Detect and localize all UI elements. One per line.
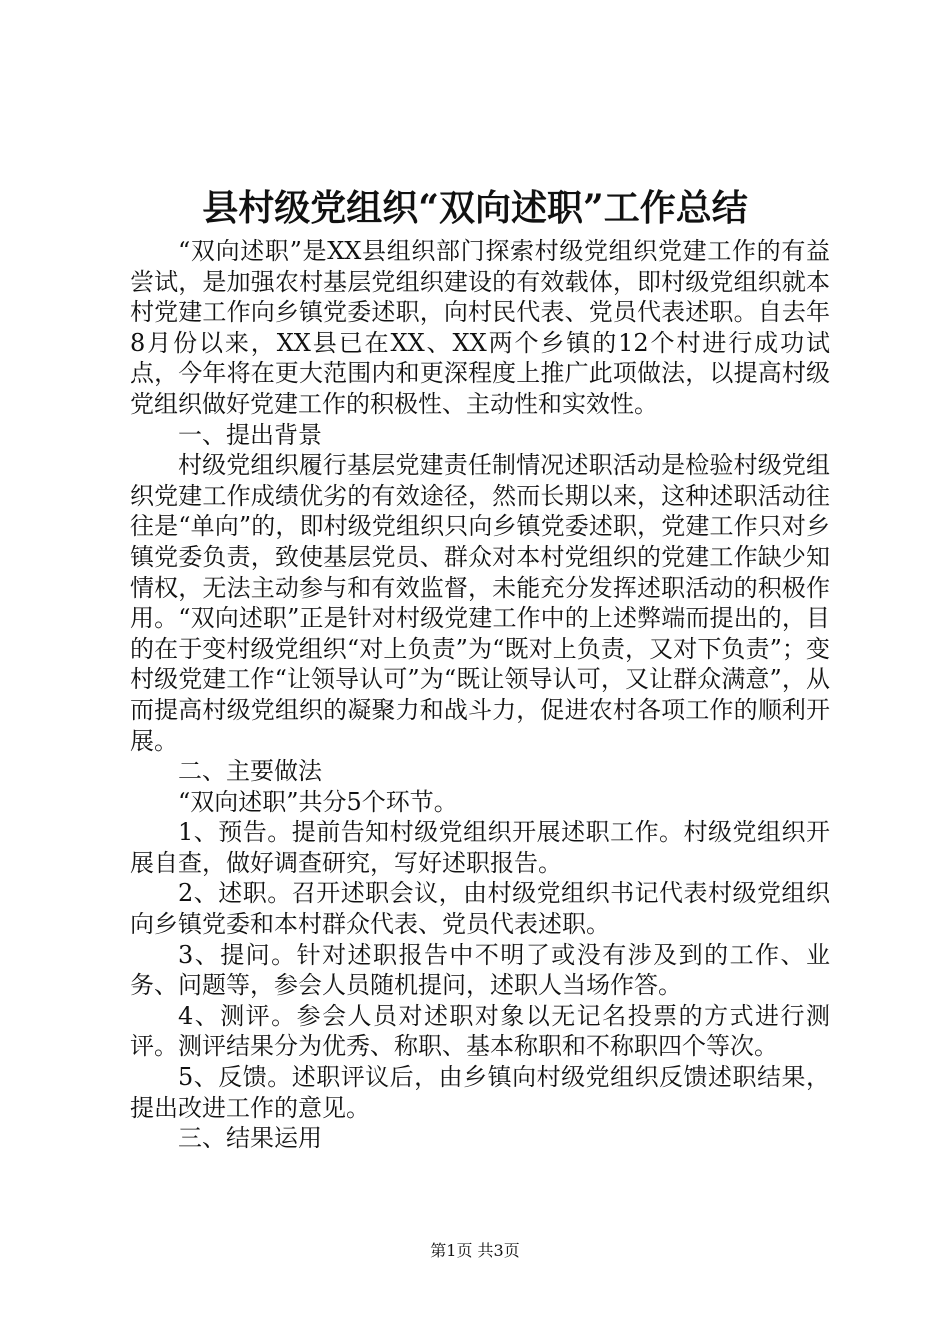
page-footer: 第1页 共3页 (430, 1241, 520, 1260)
step-1-paragraph: 1、预告。提前告知村级党组织开展述职工作。村级党组织开展自查，做好调查研究，写好述职报告。 (130, 818, 830, 877)
section-heading-results: 三、结果运用 (178, 1124, 322, 1153)
document-title: 县村级党组织“双向述职”工作总结 (202, 187, 748, 229)
section-heading-methods: 二、主要做法 (178, 757, 322, 786)
background-paragraph: 村级党组织履行基层党建责任制情况述职活动是检验村级党组织党建工作成绩优劣的有效途径，然而长期以来，这种述职活动往往是“单向”的，即村级党组织只向乡镇党委述职，党建工作只对乡镇党委负责，致使基层党员、群众对本村党组织的党建工作缺少知情权，无法主动参与和有效监督，未能充分发挥述职活动的积极作用。“双向述职”正是针对村级党建工作中的上述弊端而提出的，目的在于变村级党组织“对上负责”为“既对上负责，又对下负责”；变村级党建工作“让领导认可”为“既让领导认可，又让群众满意”，从而提高村级党组织的凝聚力和战斗力，促进农村各项工作的顺利开展。 (130, 451, 830, 755)
document-body (130, 236, 830, 1154)
step-3-paragraph: 3、提问。针对述职报告中不明了或没有涉及到的工作、业务、问题等，参会人员随机提问，述职人当场作答。 (130, 940, 830, 1000)
step-2-paragraph: 2、述职。召开述职会议，由村级党组织书记代表村级党组织向乡镇党委和本村群众代表、党员代表述职。 (130, 879, 830, 939)
section-heading-background: 一、提出背景 (178, 420, 322, 449)
methods-intro-paragraph: “双向述职”共分5个环节。 (178, 787, 458, 816)
step-4-paragraph: 4、测评。参会人员对述职对象以无记名投票的方式进行测评。测评结果分为优秀、称职、基本称职和不称职四个等次。 (130, 1001, 830, 1061)
intro-paragraph: “双向述职”是XX县组织部门探索村级党组织党建工作的有益尝试，是加强农村基层党组织建设的有效载体，即村级党组织就本村党建工作向乡镇党委述职，向村民代表、党员代表述职。自去年8月份以来，XX县已在XX、XX两个乡镇的12个村进行成功试点，今年将在更大范围内和更深程度上推广此项做法，以提高村级党组织做好党建工作的积极性、主动性和实效性。 (130, 237, 830, 418)
step-5-paragraph: 5、反馈。述职评议后，由乡镇向村级党组织反馈述职结果，提出改进工作的意见。 (130, 1063, 830, 1122)
